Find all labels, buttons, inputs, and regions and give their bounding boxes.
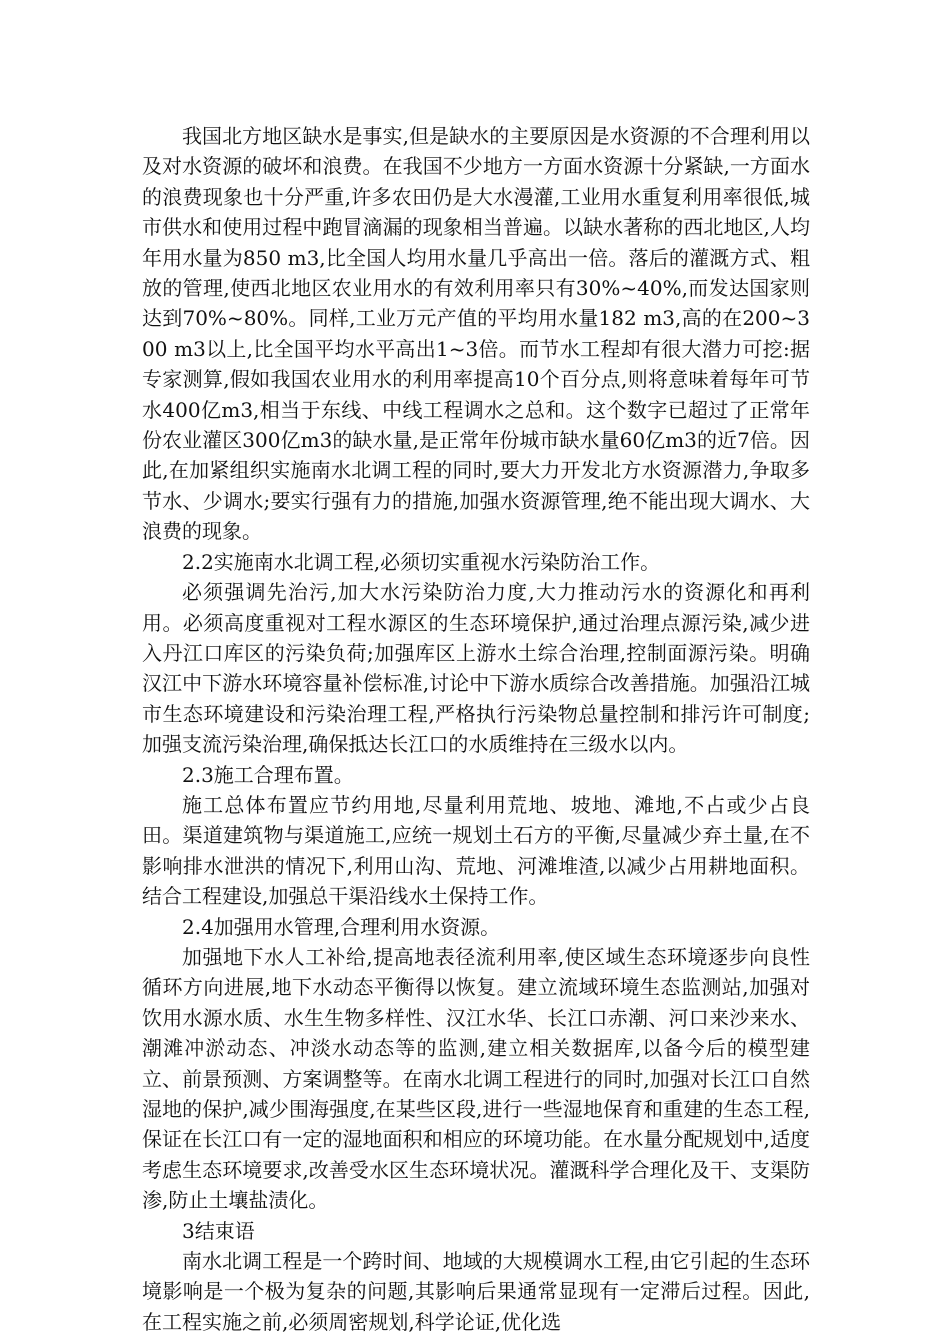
paragraph-pollution-control: 必须强调先治污,加大水污染防治力度,大力推动污水的资源化和再利用。必须高度重视对工程水源区的生态环境保护,通过治理点源污染,减少进入丹江口库区的污染负荷;加强库区上游水土综合治理,控制面源污染。明确汉江中下游水环境容量补偿标准,讨论中下游水质综合改善措施。加强沿江城市生态环境建设和污染治理工程,严格执行污染物总量控制和排污许可制度;加强支流污染治理,确保抵达长江口的水质维持在三级水以内。 (142, 580, 810, 757)
paragraph-conclusion: 南水北调工程是一个跨时间、地域的大规模调水工程,由它引起的生态环境影响是一个极为复杂的问题,其影响后果通常显现有一定滞后过程。因此,在工程实施之前,必须周密规划,科学论证,优化选 (142, 1249, 810, 1334)
paragraph-water-management: 加强地下水人工补给,提高地表径流利用率,使区域生态环境逐步向良性循环方向进展,地下水动态平衡得以恢复。建立流域环境生态监测站,加强对饮用水源水质、水生生物多样性、汉江水华、长江口赤潮、河口来沙来水、潮滩冲淤动态、冲淡水动态等的监测,建立相关数据库,以备今后的模型建立、前景预测、方案调整等。在南水北调工程进行的同时,加强对长江口自然湿地的保护,减少围海强度,在某些区段,进行一些湿地保育和重建的生态工程,保证在长江口有一定的湿地面积和相应的环境功能。在水量分配规划中,适度考虑生态环境要求,改善受水区生态环境状况。灌溉科学合理化及干、支渠防渗,防止土壤盐渍化。 (142, 944, 810, 1213)
paragraph-construction-layout: 施工总体布置应节约用地,尽量利用荒地、坡地、滩地,不占或少占良田。渠道建筑物与渠道施工,应统一规划土石方的平衡,尽量减少弃土量,在不影响排水泄洪的情况下,利用山沟、荒地、河滩堆渣,以减少占用耕地面积。结合工程建设,加强总干渠沿线水土保持工作。 (142, 792, 810, 909)
section-heading-3: 3结束语 (182, 1218, 255, 1243)
paragraph-water-waste: 我国北方地区缺水是事实,但是缺水的主要原因是水资源的不合理利用以及对水资源的破坏和浪费。在我国不少地方一方面水资源十分紧缺,一方面水的浪费现象也十分严重,许多农田仍是大水漫灌,工业用水重复利用率很低,城市供水和使用过程中跑冒滴漏的现象相当普遍。以缺水著称的西北地区,人均年用水量为850 m3,比全国人均用水量几乎高出一倍。落后的灌溉方式、粗放的管理,使西北地区农业用水的有效利用率只有30%~40%,而发达国家则达到70%~80%。同样,工业万元产值的平均用水量182 m3,高的在200~300 m3以上,比全国平均水平高出1~3倍。而节水工程却有很大潜力可挖:据专家测算,假如我国农业用水的利用率提高10个百分点,则将意味着每年可节水400亿m3,相当于东线、中线工程调水之总和。这个数字已超过了正常年份农业灌区300亿m3的缺水量,是正常年份城市缺水量60亿m3的近7倍。因此,在加紧组织实施南水北调工程的同时,要大力开发北方水资源潜力,争取多节水、少调水;要实行强有力的措施,加强水资源管理,绝不能出现大调水、大浪费的现象。 (142, 124, 810, 544)
document-body (142, 121, 810, 1337)
section-heading-2-3: 2.3施工合理布置。 (182, 762, 354, 787)
section-heading-2-4: 2.4加强用水管理,合理利用水资源。 (182, 914, 501, 939)
section-heading-2-2: 2.2实施南水北调工程,必须切实重视水污染防治工作。 (182, 549, 661, 574)
